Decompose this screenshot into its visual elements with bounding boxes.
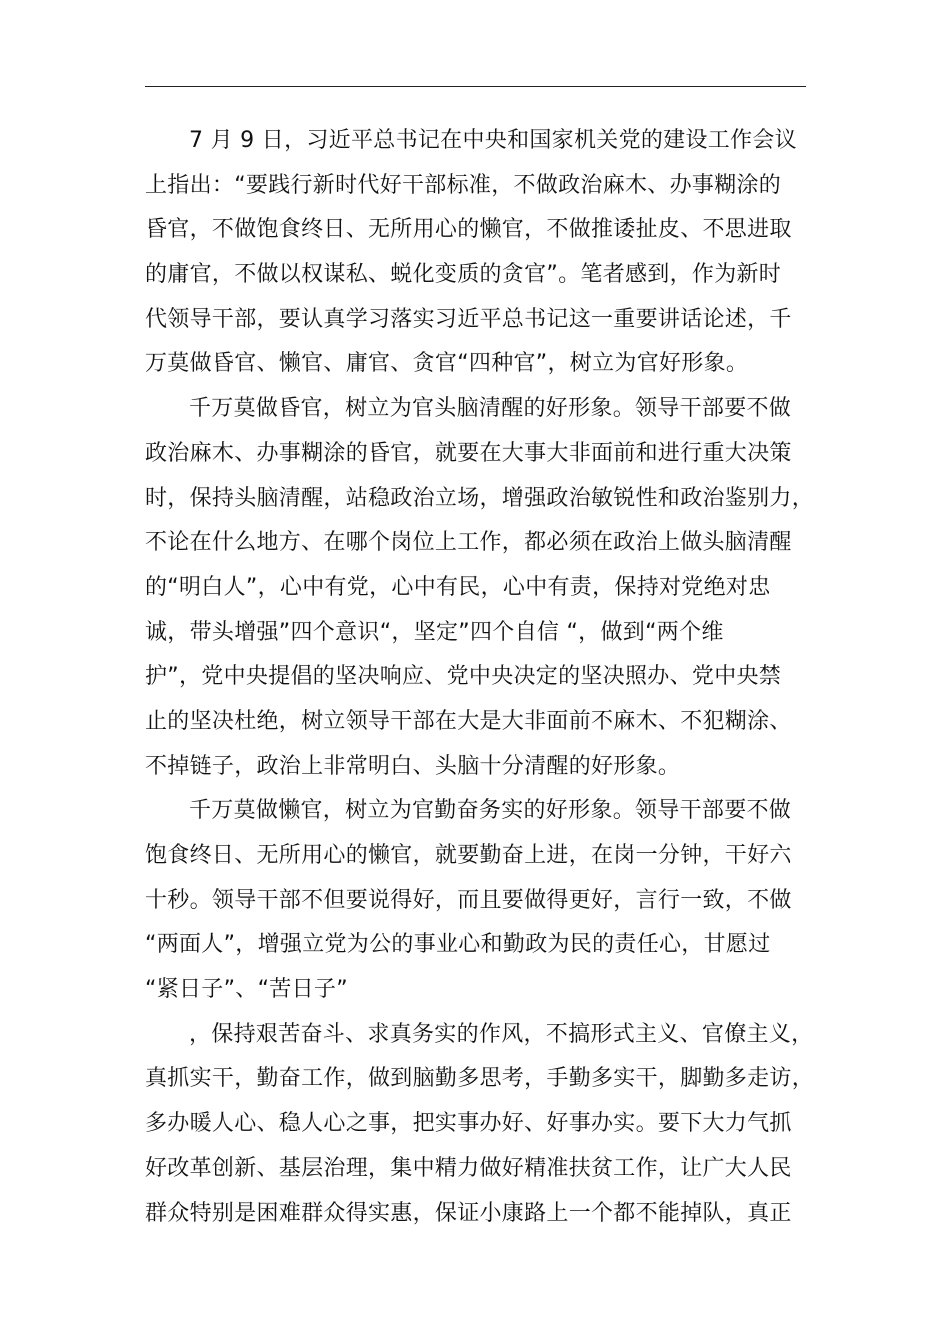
paragraph-line: 止的坚决杜绝，树立领导干部在大是大非面前不麻木、不犯糊涂、: [145, 708, 792, 734]
paragraph-line: 7 月 9 日，习近平总书记在中央和国家机关党的建设工作会议: [189, 128, 797, 153]
header-rule: [145, 86, 806, 87]
paragraph-line: 昏官，不做饱食终日、无所用心的懒官，不做推诿扯皮、不思进取: [145, 217, 792, 243]
body-text: [145, 119, 815, 1236]
paragraph-line: “两面人”，增强立党为公的事业心和勤政为民的责任心，甘愿过: [145, 932, 771, 958]
paragraph-line: 不论在什么地方、在哪个岗位上工作，都必须在政治上做头脑清醒: [145, 530, 792, 556]
paragraph-line: 群众特别是困难群众得实惠，保证小康路上一个都不能掉队，真正: [145, 1200, 792, 1226]
paragraph-line: 的庸官，不做以权谋私、蜕化变质的贪官”。笔者感到，作为新时: [145, 262, 782, 288]
paragraph-line: 政治麻木、办事糊涂的昏官，就要在大事大非面前和进行重大决策: [145, 440, 792, 466]
paragraph-line: 千万莫做懒官，树立为官勤奋务实的好形象。领导干部要不做: [189, 798, 792, 824]
paragraph-line: 代领导干部，要认真学习落实习近平总书记这一重要讲话论述，千: [145, 306, 792, 332]
paragraph-line: 护”，党中央提倡的坚决响应、党中央决定的坚决照办、党中央禁: [145, 664, 782, 690]
paragraph-line: 不掉链子，政治上非常明白、头脑十分清醒的好形象。: [145, 753, 681, 779]
paragraph-line: 好改革创新、基层治理，集中精力做好精准扶贫工作，让广大人民: [145, 1155, 792, 1181]
paragraph-line: “紧日子”、“苦日子”: [145, 977, 348, 1003]
paragraph-line: ，保持艰苦奋斗、求真务实的作风，不搞形式主义、官僚主义，: [189, 1021, 814, 1047]
paragraph-line: 十秒。领导干部不但要说得好，而且要做得更好，言行一致，不做: [145, 887, 792, 913]
paragraph-line: 多办暖人心、稳人心之事，把实事办好、好事办实。要下大力气抓: [145, 1111, 792, 1137]
paragraph-line: 诚，带头增强”四个意识“，坚定”四个自信 “，做到“两个维: [145, 619, 724, 645]
paragraph-line: 的“明白人”，心中有党，心中有民，心中有责，保持对党绝对忠: [145, 574, 771, 600]
paragraph-line: 时，保持头脑清醒，站稳政治立场，增强政治敏锐性和政治鉴别力，: [145, 485, 815, 511]
paragraph-line: 真抓实干，勤奋工作，做到脑勤多思考，手勤多实干，脚勤多走访，: [145, 1066, 815, 1092]
paragraph-line: 万莫做昏官、懒官、庸官、贪官“四种官”，树立为官好形象。: [145, 351, 749, 377]
paragraph-line: 饱食终日、无所用心的懒官，就要勤奋上进，在岗一分钟，干好六: [145, 843, 792, 868]
paragraph-line: 千万莫做昏官，树立为官头脑清醒的好形象。领导干部要不做: [189, 396, 792, 422]
paragraph-line: 上指出：“要践行新时代好干部标准，不做政治麻木、办事糊涂的: [145, 172, 782, 198]
